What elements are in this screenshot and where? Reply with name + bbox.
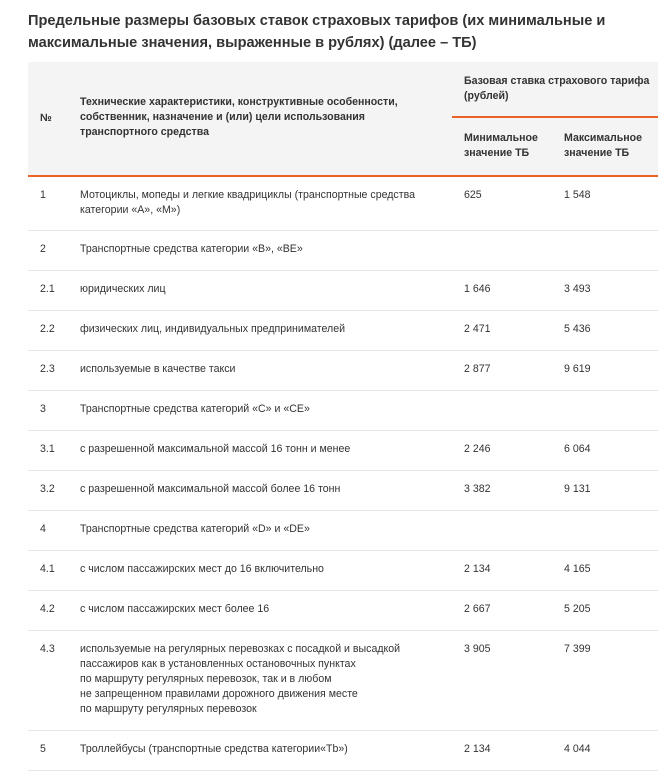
row-number: 4 xyxy=(40,523,46,535)
row-min-value: 2 134 xyxy=(464,563,491,575)
header-number: № xyxy=(40,112,52,124)
row-min-value: 2 246 xyxy=(464,443,491,455)
row-description: с разрешенной максимальной массой более 16 тонн xyxy=(80,483,341,495)
row-number: 3.2 xyxy=(40,483,55,495)
row-number: 2.3 xyxy=(40,363,55,375)
row-number: 4.1 xyxy=(40,563,55,575)
row-max-value: 6 064 xyxy=(564,443,591,455)
row-min-value: 3 905 xyxy=(464,643,491,655)
table-row xyxy=(28,351,658,391)
row-number: 4.2 xyxy=(40,603,55,615)
table-row xyxy=(28,177,658,231)
row-description: физических лиц, индивидуальных предпринимателей xyxy=(80,323,346,335)
header-group-divider xyxy=(452,116,658,118)
row-number: 4.3 xyxy=(40,643,55,655)
row-max-value: 9 131 xyxy=(564,483,591,495)
table-row xyxy=(28,731,658,771)
row-max-value: 5 436 xyxy=(564,323,591,335)
row-description: с числом пассажирских мест более 16 xyxy=(80,603,270,615)
table-row xyxy=(28,231,658,271)
row-description: используемые на регулярных перевозках с посадкой и высадкой пассажиров как в установленных остановочных пунктах по маршруту регулярных перевозок, так и в любом не запрещенном правилами дорожного движения месте по маршруту регулярных перевозок xyxy=(80,643,401,715)
row-max-value: 1 548 xyxy=(564,189,591,201)
table-body xyxy=(28,177,658,771)
table-row xyxy=(28,431,658,471)
row-min-value: 3 382 xyxy=(464,483,491,495)
row-min-value: 2 471 xyxy=(464,323,491,335)
table-row xyxy=(28,591,658,631)
table-header xyxy=(28,62,658,177)
row-min-value: 1 646 xyxy=(464,283,491,295)
row-description: Транспортные средства категорий «C» и «CE» xyxy=(80,403,310,415)
table-row xyxy=(28,511,658,551)
row-max-value: 4 044 xyxy=(564,743,591,755)
row-description: Транспортные средства категории «B», «BE» xyxy=(80,243,303,255)
table-row xyxy=(28,471,658,511)
row-description: с разрешенной максимальной массой 16 тонн и менее xyxy=(80,443,351,455)
row-max-value: 5 205 xyxy=(564,603,591,615)
row-description: юридических лиц xyxy=(80,283,166,295)
header-min-value: Минимальное значение ТБ xyxy=(464,132,538,159)
row-min-value: 2 134 xyxy=(464,743,491,755)
row-description: Троллейбусы (транспортные средства категории«Tb») xyxy=(80,743,348,755)
row-description: используемые в качестве такси xyxy=(80,363,236,375)
header-description: Технические характеристики, конструктивные особенности, собственник, назначение и (или) цели использования транспортного средства xyxy=(80,96,398,138)
row-min-value: 625 xyxy=(464,189,482,201)
row-min-value: 2 877 xyxy=(464,363,491,375)
row-description: с числом пассажирских мест до 16 включительно xyxy=(80,563,324,575)
row-min-value: 2 667 xyxy=(464,603,491,615)
header-base-rate-group: Базовая ставка страхового тарифа (рублей) xyxy=(464,75,650,102)
row-description: Транспортные средства категорий «D» и «DE» xyxy=(80,523,310,535)
table-row xyxy=(28,311,658,351)
row-max-value: 7 399 xyxy=(564,643,591,655)
row-number: 3.1 xyxy=(40,443,55,455)
row-number: 2 xyxy=(40,243,46,255)
row-number: 2.2 xyxy=(40,323,55,335)
row-max-value: 9 619 xyxy=(564,363,591,375)
table-row xyxy=(28,551,658,591)
row-max-value: 3 493 xyxy=(564,283,591,295)
page-title: Предельные размеры базовых ставок страховых тарифов (их минимальные и максимальные значения, выраженные в рублях) (далее – ТБ) xyxy=(28,13,606,51)
table-row xyxy=(28,271,658,311)
table-row xyxy=(28,391,658,431)
row-number: 2.1 xyxy=(40,283,55,295)
header-max-value: Максимальное значение ТБ xyxy=(564,132,643,159)
table-row xyxy=(28,631,658,731)
row-number: 3 xyxy=(40,403,46,415)
row-number: 1 xyxy=(40,189,46,201)
row-max-value: 4 165 xyxy=(564,563,591,575)
row-description: Мотоциклы, мопеды и легкие квадрициклы (транспортные средства категории «A», «M») xyxy=(80,189,415,216)
row-number: 5 xyxy=(40,743,46,755)
